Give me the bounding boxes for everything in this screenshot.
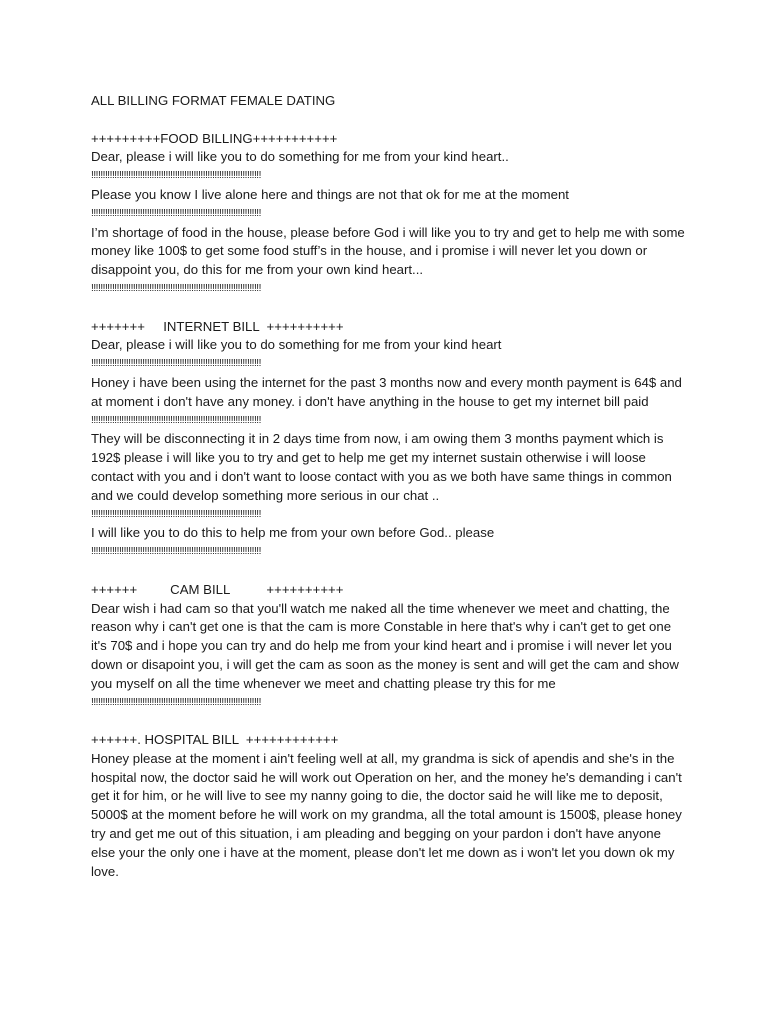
paragraph: They will be disconnecting it in 2 days time from now, i am owing them 3 months payment which is 192$ please i will like you to try and get to help me get my internet sustain otherwise i will loose contact with you and i don't want to loose contact with you as we both have same things in common and we could develop something more serious in our chat .. [91, 431, 672, 503]
section-hospital-bill [91, 731, 686, 881]
document-page [91, 92, 686, 900]
separator-line: !!!!!!!!!!!!!!!!!!!!!!!!!!!!!!!!!!!!!!!!!!!!!!!!!!!!!!!!!!!!!!!!!!!!!!!!! [91, 414, 261, 426]
paragraph: Dear, please i will like you to do something for me from your kind heart [91, 337, 502, 353]
paragraph: Dear, please i will like you to do something for me from your kind heart.. [91, 149, 509, 165]
separator-line: !!!!!!!!!!!!!!!!!!!!!!!!!!!!!!!!!!!!!!!!!!!!!!!!!!!!!!!!!!!!!!!!!!!!!!!!! [91, 696, 261, 708]
separator-line: !!!!!!!!!!!!!!!!!!!!!!!!!!!!!!!!!!!!!!!!!!!!!!!!!!!!!!!!!!!!!!!!!!!!!!!!! [91, 170, 261, 182]
section-heading: ++++++. HOSPITAL BILL ++++++++++++ [91, 732, 339, 748]
section-cam-bill [91, 581, 686, 713]
section-heading: +++++++ INTERNET BILL ++++++++++ [91, 318, 344, 334]
paragraph: I’m shortage of food in the house, please before God i will like you to try and get to help me with some money like 100$ to get some food stuff’s in the house, and i promise i will never let you down or disappoint you, do this for me from your own kind heart... [91, 224, 685, 278]
section-food-billing [91, 130, 686, 299]
paragraph: Honey please at the moment i ain't feeling well at all, my grandma is sick of apendis and she's in the hospital now, the doctor said he will work out Operation on her, and the money he's demanding i can't get it for him, or he will live to see my nanny going to die, the doctor said he will like me to deposit, 5000$ at the moment before he will work on my grandma, all the total amount is 1500$, please honey try and get me out of this situation, i am pleading and begging on your pardon i don't have anyone else your the only one i have at the moment, please don't let me down as i won't let you down ok my love. [91, 750, 682, 879]
separator-line: !!!!!!!!!!!!!!!!!!!!!!!!!!!!!!!!!!!!!!!!!!!!!!!!!!!!!!!!!!!!!!!!!!!!!!!!! [91, 546, 261, 558]
section-heading: +++++++++FOOD BILLING+++++++++++ [91, 130, 338, 146]
separator-line: !!!!!!!!!!!!!!!!!!!!!!!!!!!!!!!!!!!!!!!!!!!!!!!!!!!!!!!!!!!!!!!!!!!!!!!!! [91, 282, 261, 294]
separator-line: !!!!!!!!!!!!!!!!!!!!!!!!!!!!!!!!!!!!!!!!!!!!!!!!!!!!!!!!!!!!!!!!!!!!!!!!! [91, 207, 261, 219]
paragraph: Please you know I live alone here and things are not that ok for me at the moment [91, 186, 569, 202]
section-heading: ++++++ CAM BILL ++++++++++ [91, 581, 344, 597]
paragraph: Dear wish i had cam so that you'll watch me naked all the time whenever we meet and chatting, the reason why i can't get one is that the cam is more Constable in here that's why i can't get to get one it's 70$ and i hope you can try and do help me from your kind heart and i promise i will never let you down or disapoint you, i will get the cam as soon as the money is sent and will get the cam and show you myself on all the time whenever we meet and chatting please try this for me [91, 600, 679, 691]
section-internet-bill [91, 318, 686, 562]
separator-line: !!!!!!!!!!!!!!!!!!!!!!!!!!!!!!!!!!!!!!!!!!!!!!!!!!!!!!!!!!!!!!!!!!!!!!!!! [91, 358, 261, 370]
paragraph: Honey i have been using the internet for the past 3 months now and every month payment is 64$ and at moment i don't have any money. i don't have anything in the house to get my internet bill paid [91, 374, 682, 409]
separator-line: !!!!!!!!!!!!!!!!!!!!!!!!!!!!!!!!!!!!!!!!!!!!!!!!!!!!!!!!!!!!!!!!!!!!!!!!! [91, 508, 261, 520]
document-title: ALL BILLING FORMAT FEMALE DATING [91, 93, 336, 108]
paragraph: I will like you to do this to help me from your own before God.. please [91, 525, 495, 541]
